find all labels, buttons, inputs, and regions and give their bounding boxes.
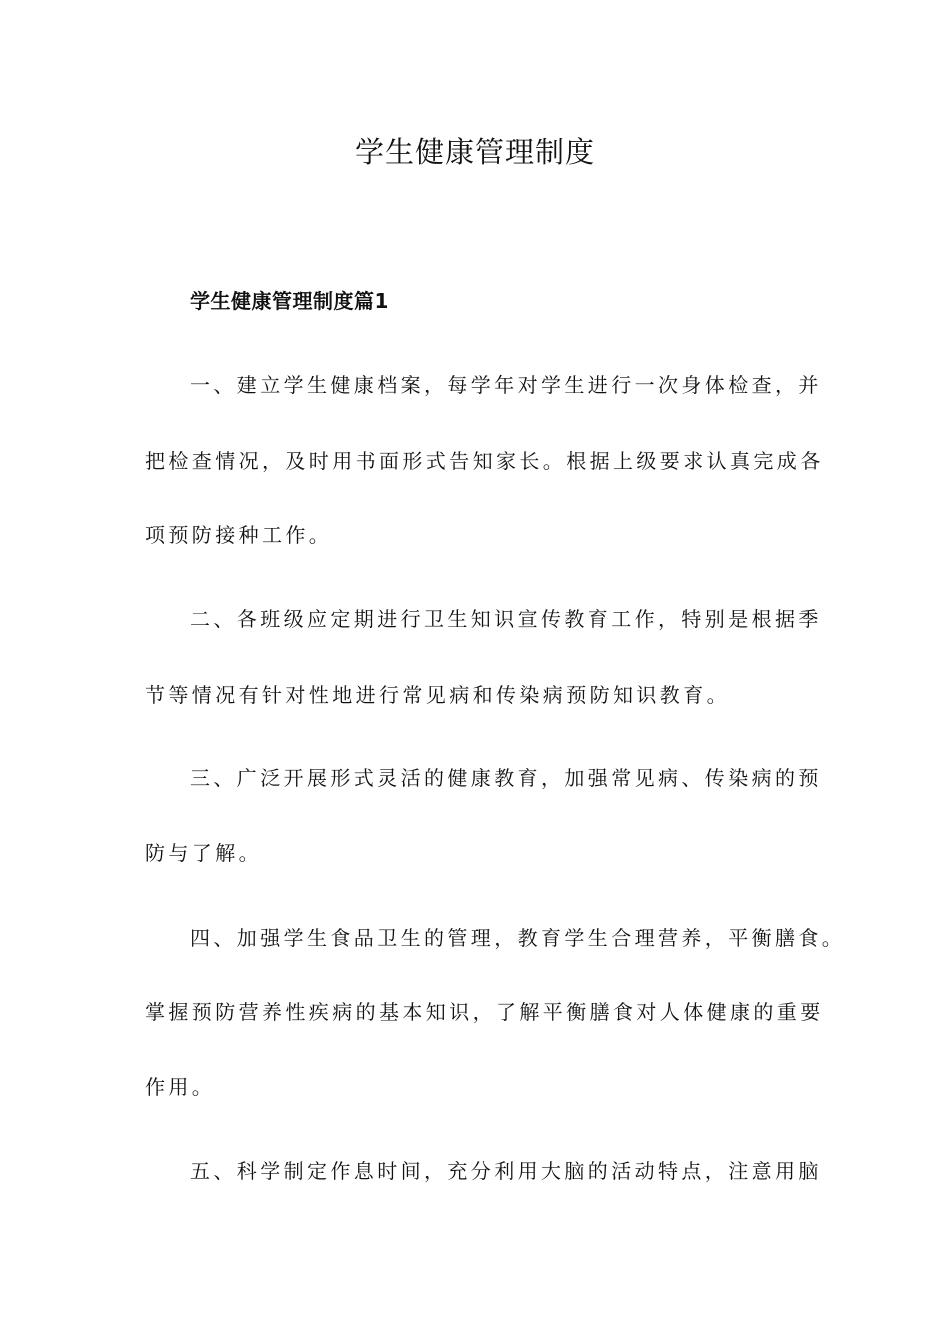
paragraph-4-line-2: 掌握预防营养性疾病的基本知识，了解平衡膳食对人体健康的重要	[145, 1000, 824, 1024]
paragraph-3-line-1: 三、广泛开展形式灵活的健康教育，加强常见病、传染病的预	[190, 766, 822, 790]
paragraph-1-line-1: 一、建立学生健康档案，每学年对学生进行一次身体检查，并	[190, 373, 822, 397]
paragraph-4-line-1: 四、加强学生食品卫生的管理，教育学生合理营养，平衡膳食。	[190, 926, 846, 950]
paragraph-2-line-1: 二、各班级应定期进行卫生知识宣传教育工作，特别是根据季	[190, 607, 822, 631]
document-title: 学生健康管理制度	[354, 135, 595, 169]
paragraph-4-line-3: 作用。	[145, 1075, 216, 1099]
paragraph-1-line-3: 项预防接种工作。	[145, 523, 333, 547]
paragraph-3-line-2: 防与了解。	[145, 841, 262, 865]
section-heading: 学生健康管理制度篇1	[190, 289, 389, 313]
paragraph-5-line-1: 五、科学制定作息时间，充分利用大脑的活动特点，注意用脑	[190, 1159, 822, 1183]
paragraph-1-line-2: 把检查情况，及时用书面形式告知家长。根据上级要求认真完成各	[145, 449, 824, 473]
paragraph-2-line-2: 节等情况有针对性地进行常见病和传染病预防知识教育。	[145, 683, 730, 707]
